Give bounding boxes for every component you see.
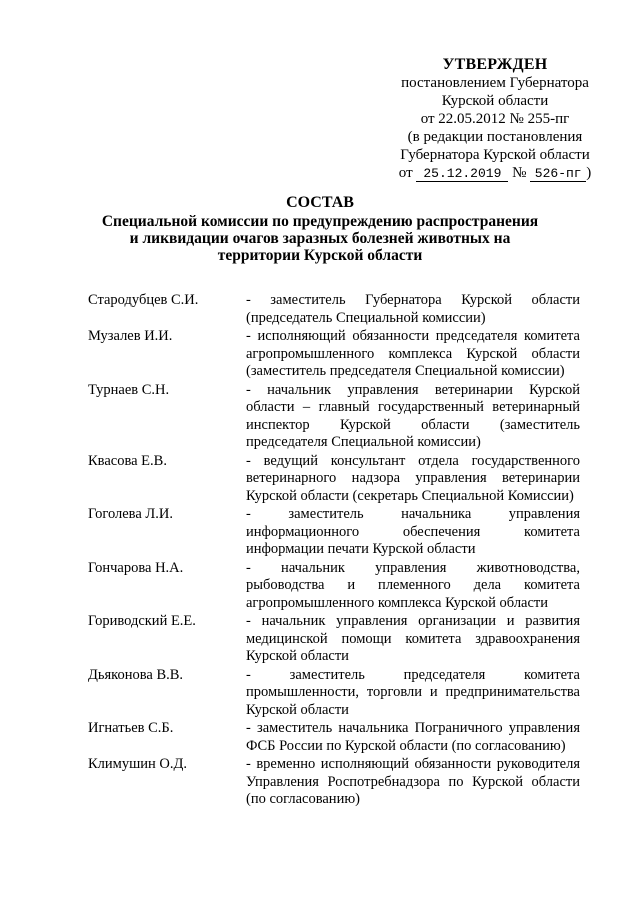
- approval-line: от 22.05.2012 № 255-пг: [420, 111, 570, 127]
- approval-line: Курской области: [441, 93, 549, 109]
- list-item: [88, 560, 580, 613]
- list-item: [88, 292, 580, 327]
- member-name: Стародубцев С.И.: [88, 292, 199, 308]
- list-item: [88, 328, 580, 381]
- member-name: Игнатьев С.Б.: [88, 720, 174, 736]
- list-item: [88, 667, 580, 720]
- approval-line: (в редакции постановления: [407, 129, 583, 145]
- member-role: - заместитель Губернатора Курской области (председатель Специальной комиссии): [246, 292, 580, 326]
- members-list: [88, 292, 580, 810]
- revision-number: 526-пг: [530, 166, 586, 182]
- member-role: - начальник управления животноводства, рыбоводства и племенного дела комитета агропромышленного комплекса Курской области: [246, 559, 580, 611]
- member-role: - начальник управления организации и развития медицинской помощи комитета здравоохранения Курской области: [246, 613, 580, 664]
- member-role: - начальник управления ветеринарии Курской области – главный государственный ветеринарный инспектор Курской области (заместитель председателя Специальной комиссии): [246, 381, 580, 450]
- member-name: Дьяконова В.В.: [88, 666, 184, 683]
- member-name: Гориводский Е.Е.: [88, 613, 196, 629]
- member-role: - временно исполняющий обязанности руководителя Управления Роспотребнадзора по Курской области (по согласованию): [246, 756, 580, 807]
- member-name: Климушин О.Д.: [88, 756, 188, 772]
- list-item: [88, 453, 580, 506]
- member-name: Музалев И.И.: [88, 328, 173, 344]
- member-name: Гоголева Л.И.: [88, 506, 173, 522]
- member-role: - ведущий консультант отдела государственного ветеринарного надзора управления ветеринарии Курской области (секретарь Специальной Комиссии): [246, 452, 580, 504]
- approval-line: постановлением Губернатора: [401, 75, 589, 91]
- list-item: [88, 613, 580, 666]
- document-heading: [100, 194, 540, 264]
- list-item: [88, 756, 580, 809]
- approval-revision-line: [340, 164, 640, 182]
- list-item: [88, 382, 580, 452]
- member-name: Гончарова Н.А.: [88, 559, 184, 576]
- document-subtitle: Специальной комиссии по предупреждению распространения и ликвидации очагов заразных болезней животных на территории Курской области: [101, 213, 539, 264]
- member-name: Турнаев С.Н.: [88, 381, 170, 398]
- approval-block: [340, 56, 640, 182]
- approval-title: УТВЕРЖДЕН: [442, 56, 548, 73]
- member-name: Квасова Е.В.: [88, 452, 167, 469]
- member-role: - заместитель начальника управления информационного обеспечения комитета информации печати Курской области: [246, 506, 580, 557]
- member-role: - заместитель начальника Пограничного управления ФСБ России по Курской области (по согласованию): [246, 720, 580, 754]
- revision-date: 25.12.2019: [416, 166, 508, 182]
- date-prefix: от: [398, 165, 413, 181]
- closing-paren: ): [586, 165, 592, 181]
- approval-line: Губернатора Курской области: [400, 147, 590, 163]
- list-item: [88, 506, 580, 559]
- document-title: СОСТАВ: [286, 194, 354, 211]
- number-prefix: №: [512, 165, 527, 181]
- list-item: [88, 720, 580, 755]
- member-role: - исполняющий обязанности председателя комитета агропромышленного комплекса Курской области (заместитель председателя Специальной комиссии): [246, 328, 580, 379]
- member-role: - заместитель председателя комитета промышленности, торговли и предпринимательства Курской области: [246, 666, 580, 718]
